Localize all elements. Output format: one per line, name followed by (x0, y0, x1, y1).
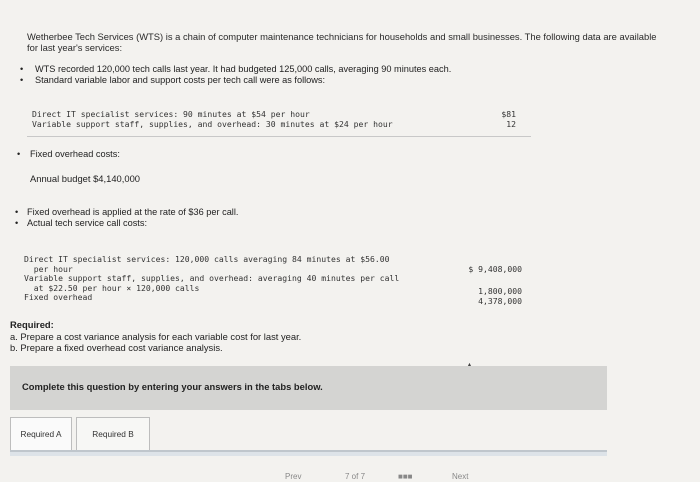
actual-cost-values (458, 287, 522, 306)
standard-cost-row-2-value: 12 (506, 118, 516, 129)
grid-icon[interactable]: ■■■ (398, 472, 413, 481)
standard-cost-row-2-label: Variable support staff, supplies, and overhead: 30 minutes at $24 per hour (32, 118, 393, 129)
tab-panel-edge (10, 452, 607, 456)
standard-cost-row-1-label: Direct IT specialist services: 90 minutes at $54 per hour (32, 109, 310, 119)
standard-cost-values (480, 110, 516, 129)
tab-required-b[interactable]: Required B (76, 417, 150, 452)
list-item: • WTS recorded 120,000 tech calls last year. It had budgeted 125,000 calls, averaging 90 minutes each. (20, 64, 451, 75)
facts-list (20, 64, 451, 86)
page-indicator: 7 of 7 (345, 472, 366, 481)
actual-cost-row-2-label: Variable support staff, supplies, and overhead: averaging 40 minutes per call at $22.50 per hour × 120,000 calls (24, 273, 400, 293)
actual-cost-row-1-label: Direct IT specialist services: 120,000 calls averaging 84 minutes at $56.00 per hour (24, 254, 390, 274)
list-item: • Actual tech service call costs: (15, 218, 238, 229)
list-item: • Fixed overhead is applied at the rate of $36 per call. (15, 207, 238, 218)
actual-cost-row-1-value: $ 9,408,000 (468, 264, 522, 274)
intro-text: Wetherbee Tech Services (WTS) is a chain of computer maintenance technicians for households and small businesses. The following data are available for last year's services: (27, 31, 657, 53)
standard-cost-labels (32, 110, 393, 129)
required-b: b. Prepare a fixed overhead cost variance analysis. (10, 342, 223, 353)
required-heading: Required: (10, 319, 54, 330)
required-section (10, 319, 301, 354)
divider (27, 136, 531, 137)
prev-label: Prev (285, 472, 302, 481)
instruction-banner (10, 366, 607, 410)
standard-cost-row-1-value: $81 (501, 109, 516, 119)
annual-budget: Annual budget $4,140,000 (30, 173, 140, 184)
required-a: a. Prepare a cost variance analysis for each variable cost for last year. (10, 330, 302, 342)
banner-text: Complete this question by entering your answers in the tabs below. (22, 381, 323, 392)
question-nav (0, 472, 700, 482)
actual-cost-row-2-value: 1,800,000 (478, 286, 522, 296)
fixed-overhead-bullet: • Fixed overhead costs: (17, 149, 120, 159)
list-item: • Standard variable labor and support costs per tech call were as follows: (20, 75, 451, 86)
actual-cost-row-3-value: 4,378,000 (478, 295, 522, 306)
answer-tabs (10, 416, 607, 452)
actual-cost-row-3-label: Fixed overhead (24, 292, 93, 302)
overhead-list (15, 207, 238, 229)
tab-required-a[interactable]: Required A (10, 417, 72, 451)
next-label: Next (452, 472, 469, 481)
actual-cost-labels (24, 255, 399, 303)
